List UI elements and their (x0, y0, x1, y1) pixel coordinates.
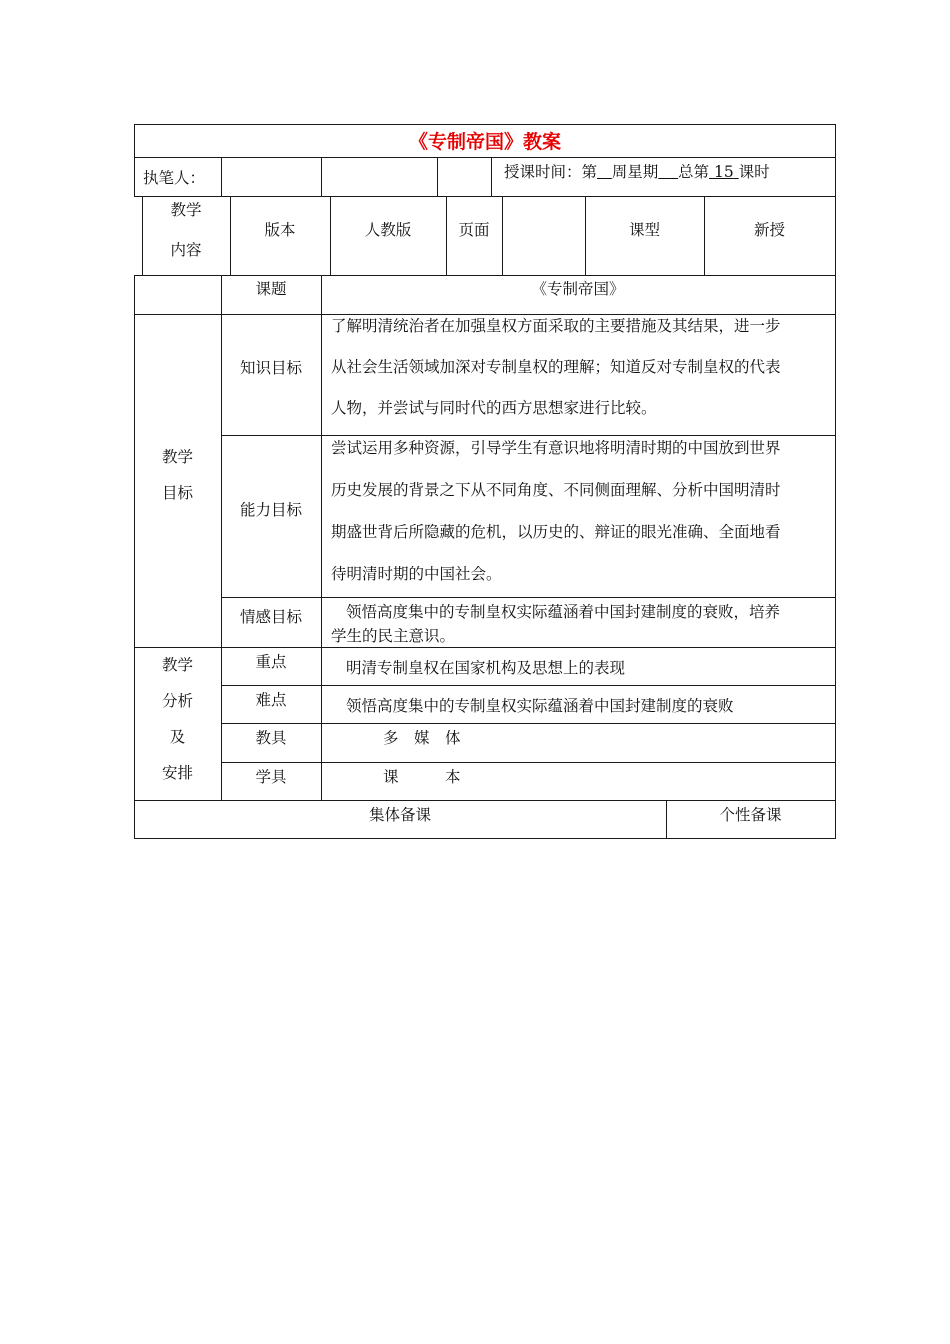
rule-key-difficulty (221, 685, 836, 686)
analysis-label-line3: 及 (169, 728, 186, 746)
collective-prep-label: 集体备课 (368, 806, 431, 824)
weekday-blank (658, 163, 678, 181)
rule-header-v3 (437, 157, 438, 196)
rule-aids-learning (221, 762, 836, 763)
emotion-goal-text (331, 600, 780, 648)
rule-left-lower (134, 275, 135, 839)
class-time-line (504, 162, 770, 182)
teaching-aids-value: 多 媒 体 (383, 729, 461, 747)
goals-label-line1: 教学 (161, 448, 193, 466)
analysis-label-line2: 分析 (161, 692, 193, 710)
ability-goal-text (331, 427, 781, 595)
ability-line: 尝试运用多种资源，引导学生有意识地将明清时期的中国放到世界 (331, 439, 781, 457)
week-blank (597, 163, 612, 181)
rule-content-v4 (502, 196, 503, 275)
class-time-mid: 周星期 (611, 163, 659, 181)
knowledge-goal-label: 知识目标 (239, 359, 302, 377)
class-time-prefix: 授课时间：第 (504, 163, 598, 181)
learning-aids-label: 学具 (255, 768, 287, 786)
learning-aids-value: 课 本 (383, 768, 461, 786)
rule-right (835, 124, 836, 839)
rule-header-v1 (221, 157, 222, 196)
ability-goal-label: 能力目标 (239, 501, 302, 519)
class-time-suffix: 课时 (738, 163, 770, 181)
class-time-total: 总第 (678, 163, 710, 181)
edition-label: 版本 (264, 221, 296, 239)
knowledge-goal-text (331, 306, 781, 429)
rule-below-header (134, 196, 836, 197)
ability-line: 待明清时期的中国社会。 (331, 565, 502, 583)
analysis-label-line1: 教学 (161, 656, 193, 674)
rule-below-title (134, 157, 836, 158)
document-title: 《专制帝国》教案 (408, 131, 561, 153)
author-label: 执笔人： (143, 169, 206, 187)
teaching-aids-label: 教具 (255, 729, 287, 747)
goals-label-line2: 目标 (161, 484, 193, 502)
rule-header-v4 (491, 157, 492, 196)
knowledge-line: 从社会生活领域加深对专制皇权的理解；知道反对专制皇权的代表 (331, 358, 781, 376)
knowledge-line: 了解明清统治者在加强皇权方面采取的主要措施及其结果，进一步 (331, 317, 781, 335)
topic-value: 《专制帝国》 (531, 280, 625, 298)
key-point-value: 明清专制皇权在国家机构及思想上的表现 (346, 659, 626, 677)
rule-below-content (134, 275, 836, 276)
knowledge-line: 人物，并尝试与同时代的西方思想家进行比较。 (331, 399, 657, 417)
rule-bottom (134, 838, 836, 839)
rule-body-v2 (321, 275, 322, 800)
emotion-line: 领悟高度集中的专制皇权实际蕴涵着中国封建制度的衰败，培养 (346, 603, 781, 621)
rule-top (134, 124, 836, 125)
analysis-label-line4: 安排 (161, 764, 193, 782)
rule-difficulty-aids (221, 723, 836, 724)
lesson-type-value: 新授 (753, 221, 785, 239)
rule-below-analysis (134, 800, 836, 801)
ability-line: 期盛世背后所隐藏的危机，以历史的、辩证的眼光准确、全面地看 (331, 523, 781, 541)
topic-label: 课题 (255, 280, 287, 298)
content-label-line1: 教学 (170, 201, 202, 219)
rule-ability-emotion (221, 597, 836, 598)
lesson-number: 15 (713, 163, 734, 181)
edition-value: 人教版 (364, 221, 412, 239)
lesson-type-label: 课型 (628, 221, 660, 239)
rule-header-v2 (321, 157, 322, 196)
emotion-goal-label: 情感目标 (239, 608, 302, 626)
difficulty-value: 领悟高度集中的专制皇权实际蕴涵着中国封建制度的衰败 (346, 697, 734, 715)
difficulty-label: 难点 (255, 691, 287, 709)
emotion-line: 学生的民主意识。 (331, 627, 456, 645)
individual-prep-label: 个性备课 (719, 806, 782, 824)
key-point-label: 重点 (255, 653, 287, 671)
ability-line: 历史发展的背景之下从不同角度、不同侧面理解、分析中国明清时 (331, 481, 781, 499)
content-label-line2: 内容 (170, 241, 202, 259)
rule-body-v1 (221, 275, 222, 800)
page-label: 页面 (458, 221, 490, 239)
